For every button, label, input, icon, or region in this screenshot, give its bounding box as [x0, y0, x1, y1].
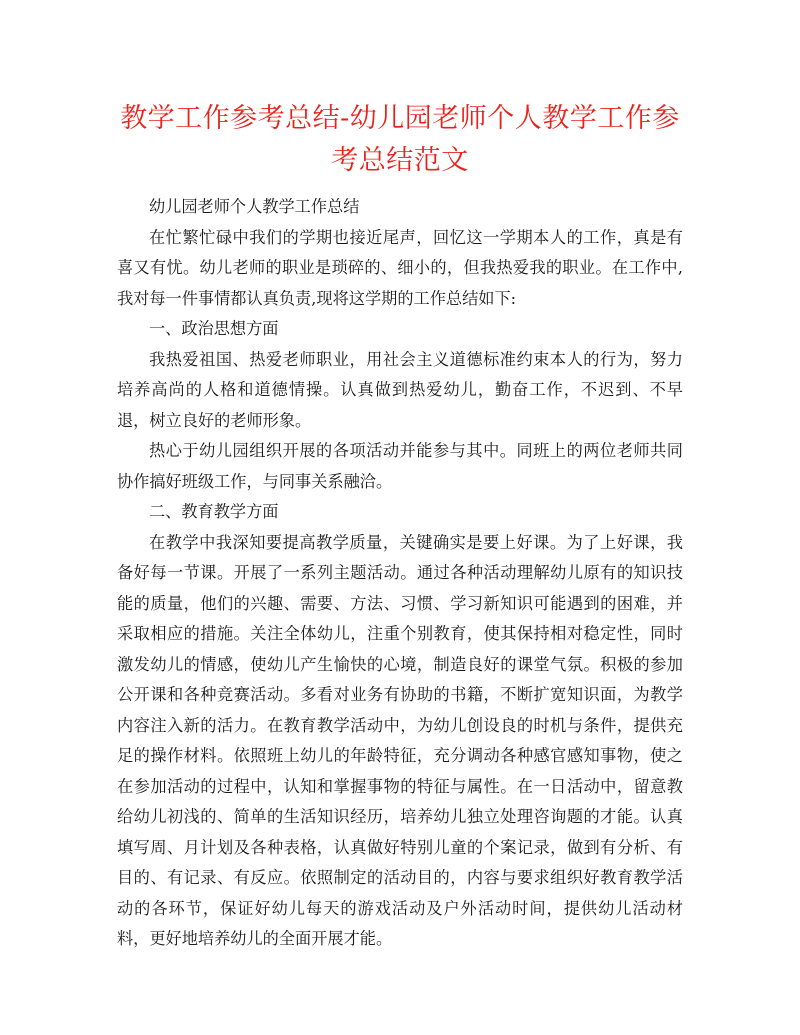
intro-paragraph: 在忙繁忙碌中我们的学期也接近尾声，回忆这一学期本人的工作，真是有喜又有忧。幼儿老师的职业是琐碎的、细小的，但我热爱我的职业。在工作中,我对每一件事情都认真负责,现将这学期的工作总结如下:	[117, 227, 683, 308]
document-title: 教学工作参考总结-幼儿园老师个人教学工作参考总结范文	[120, 103, 680, 176]
document-page	[117, 98, 683, 955]
teaching-paragraph: 在教学中我深知要提高教学质量，关键确实是要上好课。为了上好课，我备好每一节课。开展了一系列主题活动。通过各种活动理解幼儿原有的知识技能的质量，他们的兴趣、需要、方法、习惯、学习新知识可能遇到的困难，并采取相应的措施。关注全体幼儿，注重个别教育，使其保持相对稳定性，同时激发幼儿的情感，使幼儿产生愉快的心境，制造良好的课堂气氛。积极的参加公开课和各种竞赛活动。多看对业务有协助的书籍，不断扩宽知识面，为教学内容注入新的活力。在教育教学活动中，为幼儿创设良的时机与条件，提供充足的操作材料。依照班上幼儿的年龄特征，充分调动各种感官感知事物，使之在参加活动的过程中，认知和掌握事物的特征与属性。在一日活动中，留意教给幼儿初浅的、简单的生活知识经历，培养幼儿独立处理咨询题的才能。认真填写周、月计划及各种表格，认真做好特别儿童的个案记录，做到有分析、有目的、有记录、有反应。依照制定的活动目的，内容与要求组织好教育教学活动的各环节，保证好幼儿每天的游戏活动及户外活动时间，提供幼儿活动材料，更好地培养幼儿的全面开展才能。	[117, 532, 683, 948]
section-heading-political: 一、政治思想方面	[149, 319, 279, 338]
political-paragraph-1: 我热爱祖国、热爱老师职业，用社会主义道德标准约束本人的行为，努力培养高尚的人格和道德情操。认真做到热爱幼儿，勤奋工作，不迟到、不早退，树立良好的老师形象。	[117, 349, 683, 430]
section-heading-teaching: 二、教育教学方面	[149, 502, 279, 521]
political-paragraph-2: 热心于幼儿园组织开展的各项活动并能参与其中。同班上的两位老师共同协作搞好班级工作，与同事关系融洽。	[117, 441, 683, 491]
document-subtitle: 幼儿园老师个人教学工作总结	[149, 197, 360, 216]
